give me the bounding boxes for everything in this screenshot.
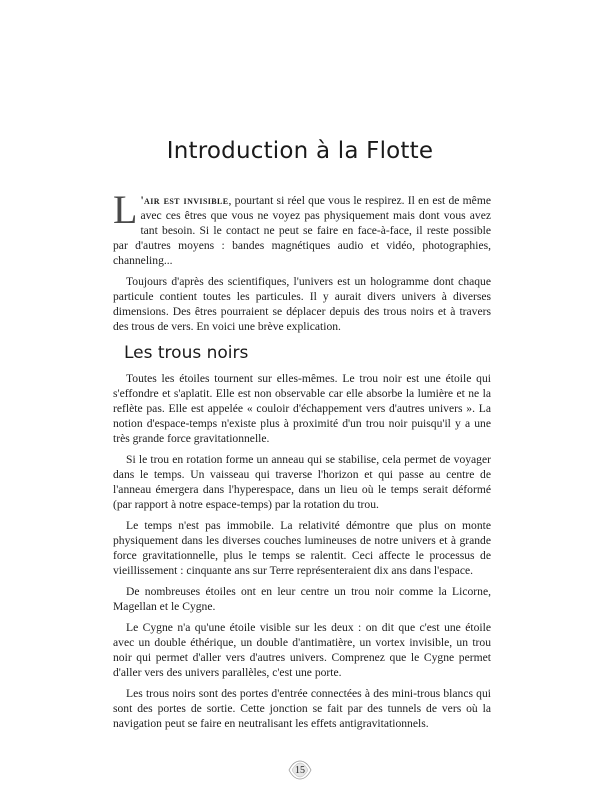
intro-paragraph-2: Toujours d'après des scientifiques, l'univers est un hologramme dont chaque particule contient toutes les particules. Il y aurait divers univers à diverses dimensions. Des êtres pourraient se déplacer depuis des trous noirs et à travers des trous de vers. En voici une brève explication. <box>113 275 491 333</box>
section-paragraph: Si le trou en rotation forme un anneau qui se stabilise, cela permet de voyager dans le temps. Un vaisseau qui traverse l'horizon et qui passe au centre de l'anneau émergera dans l'hyperespace, dans un lieu où le temps serait déformé (par rapport à notre espace-temps) par la rotation du trou. <box>113 453 491 511</box>
section-text <box>113 371 491 737</box>
drop-cap: L <box>113 187 138 232</box>
section-title: Les trous noirs <box>124 343 249 363</box>
section-paragraph: Les trous noirs sont des portes d'entrée connectées à des mini-trous blancs qui sont des portes de sortie. Cette jonction se fait par des tunnels de vers où la navigation peut se faire en neutralisant les effets antigravitationnels. <box>113 687 491 730</box>
intro-paragraph-1 <box>113 187 491 268</box>
chapter-title: Introduction à la Flotte <box>166 138 434 164</box>
section-paragraph: Le Cygne n'a qu'une étoile visible sur les deux : on dit que c'est une étoile avec un double éthérique, un double d'antimatière, un vortex invisible, un trou noir qui permet d'aller vers d'autres univers. Comprenez que le Cygne permet d'aller vers des univers parallèles, c'est une porte. <box>113 621 491 679</box>
intro-text <box>113 187 491 340</box>
page-number-ornament <box>287 760 313 780</box>
section-paragraph: De nombreuses étoiles ont en leur centre un trou noir comme la Licorne, Magellan et le Cygne. <box>113 585 491 613</box>
section-paragraph: Le temps n'est pas immobile. La relativité démontre que plus on monte physiquement dans les diverses couches lumineuses de notre univers et à grande force gravitationnelle, plus le temps se ralentit. Ceci affecte le processus de vieillissement : cinquante ans sur Terre représenteraient dix ans dans l'espace. <box>113 519 491 577</box>
section-paragraph: Toutes les étoiles tournent sur elles-mêmes. Le trou noir est une étoile qui s'effondre et s'aplatit. Elle est non observable car elle absorbe la lumière et ne la reflète pas. Elle est appelée « couloir d'échappement vers d'autres univers ». La notion d'espace-temps n'existe plus à proximité d'un trou noir puisqu'il y a une très grande force gravitationnelle. <box>113 372 491 445</box>
intro-paragraph-1-rest: , pourtant si réel que vous le respirez. Il en est de même avec ces êtres que vous ne voyez pas physiquement mais dont vous avez tant besoin. Si le contact ne peut se faire en face-à-face, il reste possible par d'autres moyens : bandes magnétiques audio et vidéo, photographies, channeling... <box>113 194 491 267</box>
page-number: 15 <box>295 764 305 776</box>
lead-in-smallcaps: 'air est invisible <box>140 194 229 207</box>
